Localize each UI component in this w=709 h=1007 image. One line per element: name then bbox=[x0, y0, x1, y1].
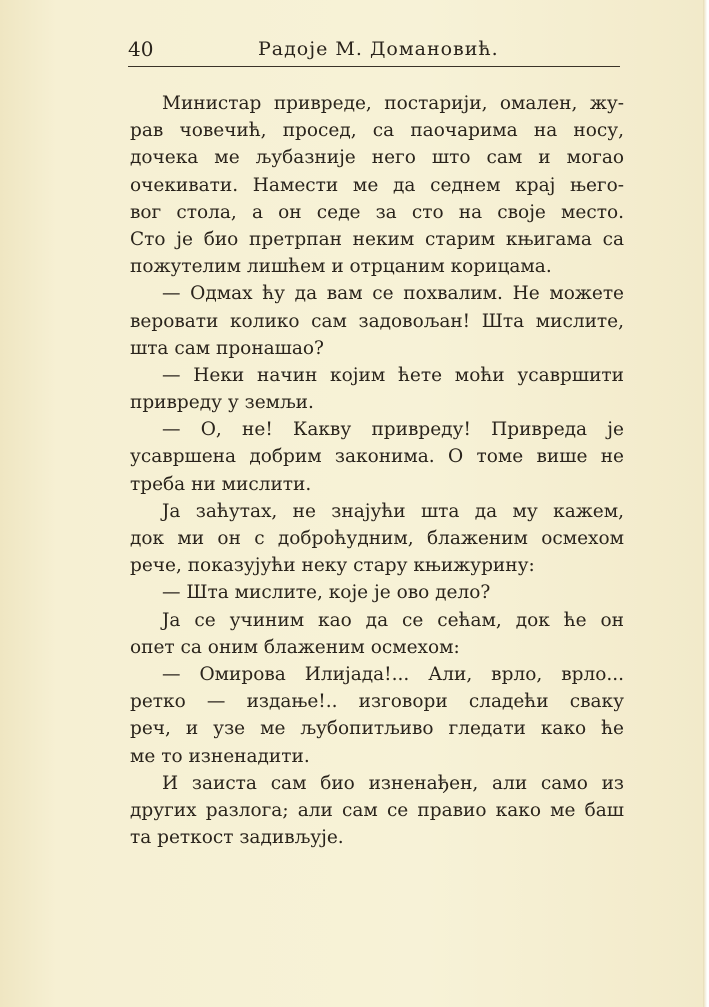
text-line: — Одмах ћу да вам се похвалим. Не можете bbox=[162, 283, 624, 305]
text-line: та реткост задивљује. bbox=[130, 827, 344, 849]
text-line: И заиста сам био изненађен, али само из bbox=[162, 772, 624, 794]
text-line: ме то изненадити. bbox=[130, 745, 310, 767]
text-line: очекивати. Намести ме да седнем крај њего- bbox=[130, 174, 624, 196]
text-line: Министар привреде, постарији, омален, жу- bbox=[162, 93, 624, 114]
page-number: 40 bbox=[128, 37, 154, 61]
text-line: опет са оним блаженим осмехом: bbox=[130, 636, 460, 658]
text-line: Сто је био претрпан неким старим књигама са bbox=[130, 228, 624, 250]
text-line: — Омирова Илијада!... Али, врло, врло... bbox=[162, 663, 624, 685]
text-line: рече, показујући неку стару књижурину: bbox=[130, 555, 535, 577]
text-line: веровати колико сам задовољан! Шта мислите, bbox=[130, 310, 624, 332]
text-line: пожутелим лишћем и отрцаним корицама. bbox=[130, 256, 552, 278]
text-line: привреду у земљи. bbox=[130, 392, 314, 414]
text-line: — Неки начин којим ћете моћи усавршити bbox=[162, 364, 624, 386]
text-line: треба ни мислити. bbox=[130, 473, 312, 495]
text-line: Ја се учиним као да се сећам, док ће он bbox=[162, 609, 624, 631]
running-title: Радоје М. Домановић. bbox=[258, 38, 499, 60]
text-line: вог стола, а он седе за сто на своје место. bbox=[130, 201, 624, 223]
text-line: — Шта мислите, које је ово дело? bbox=[162, 582, 491, 604]
text-line: Ја заћутах, не знајући шта да му кажем, bbox=[162, 500, 624, 522]
text-line: док ми он с доброћудним, блаженим осмехом bbox=[130, 528, 624, 549]
text-line: ретко — издање!.. изговори сладећи сваку bbox=[130, 691, 624, 713]
text-line: реч, и узе ме љубопитљиво гледати како ће bbox=[130, 718, 624, 740]
text-line: рав човечић, просед, са паочарима на носу, bbox=[130, 120, 624, 142]
text-line: дочека ме љубазније него што сам и могао bbox=[130, 147, 624, 169]
body-text bbox=[130, 90, 624, 851]
text-line: усавршена добрим законима. О томе више не bbox=[130, 446, 624, 468]
page-edge bbox=[703, 0, 709, 1007]
text-line: — О, не! Какву привреду! Привреда је bbox=[162, 419, 624, 441]
text-line: других разлога; али сам се правио како ме баш bbox=[130, 799, 624, 821]
text-line: шта сам пронашао? bbox=[130, 337, 324, 359]
page-header bbox=[128, 36, 620, 67]
